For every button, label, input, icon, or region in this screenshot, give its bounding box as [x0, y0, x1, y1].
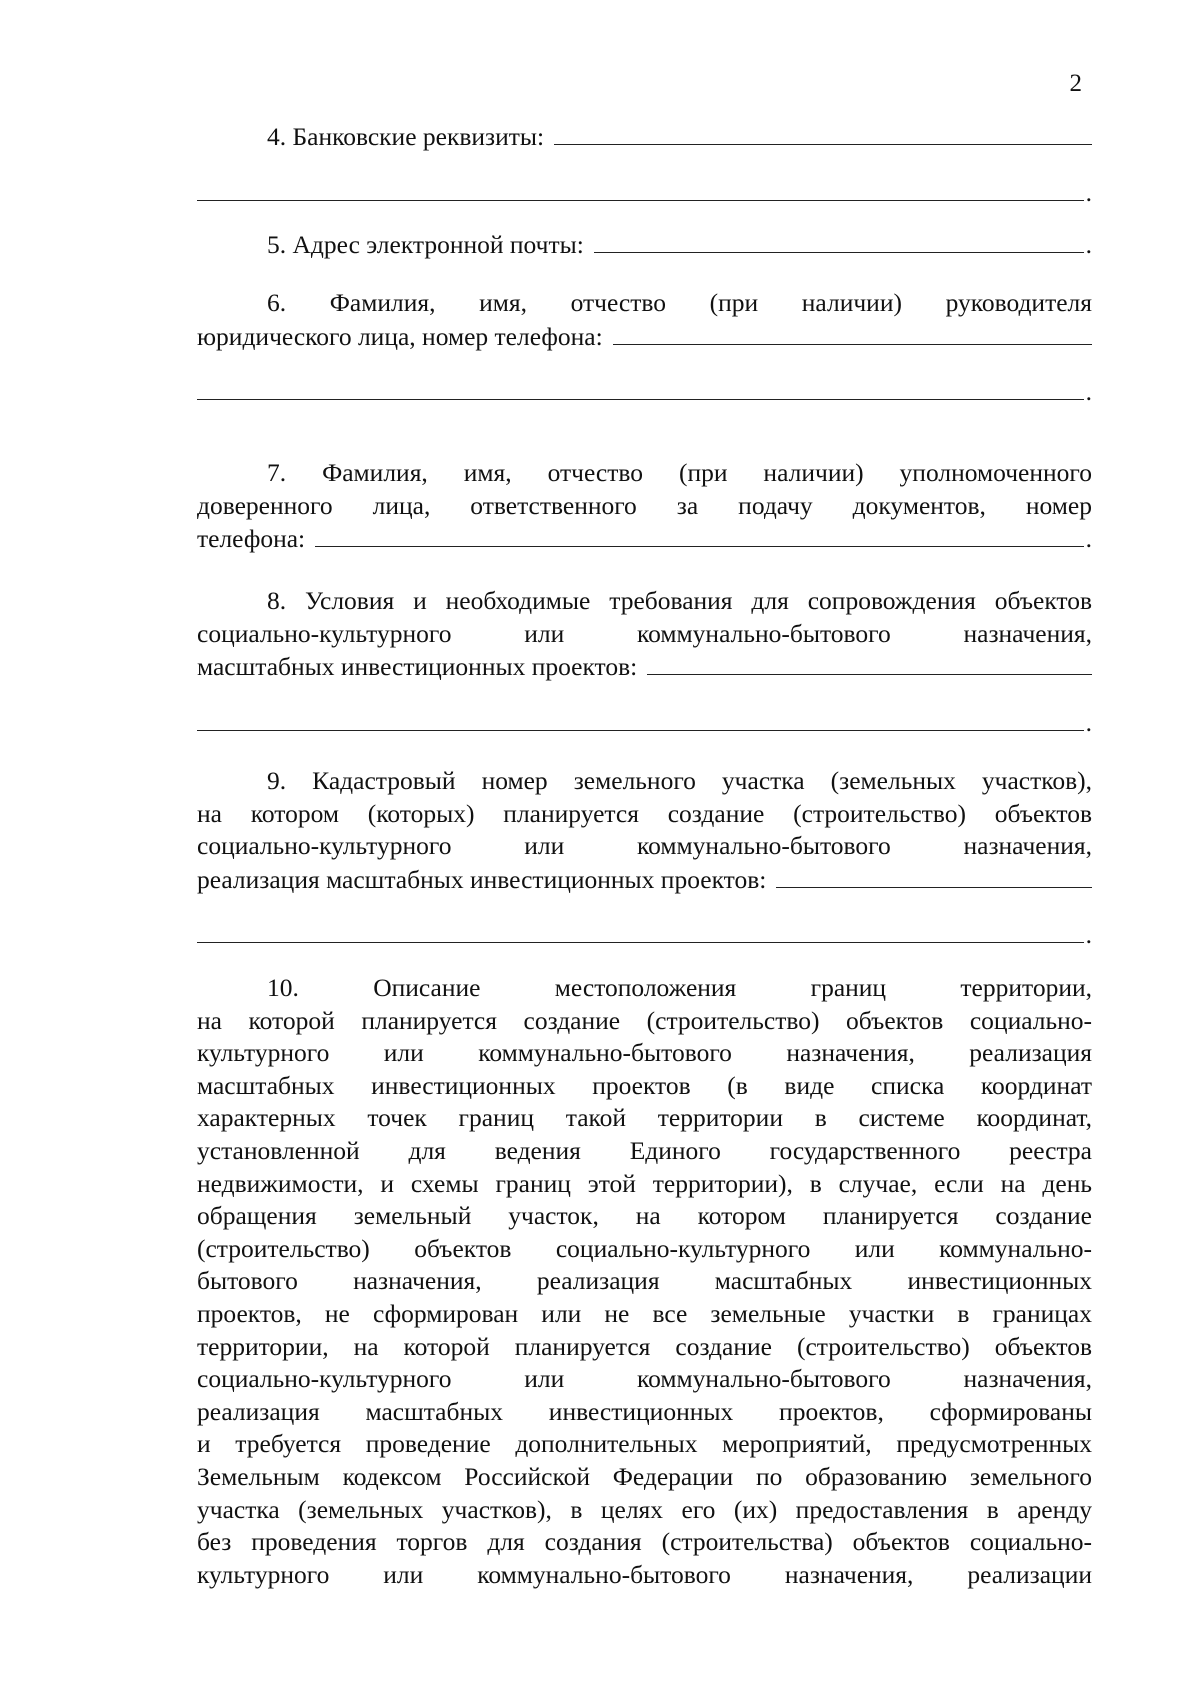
item-9-cadastral [197, 765, 1092, 952]
item-10-line: обращения земельный участок, на котором планируется создание [197, 1201, 1092, 1231]
item-10-line: культурного или коммунально-бытового назначения, реализация [197, 1038, 1092, 1068]
item-8-conditions [197, 585, 1092, 739]
item-7-end: . [1085, 524, 1092, 554]
item-6-director [197, 287, 1092, 409]
item-7-line-2: доверенного лица, ответственного за подачу документов, номер [197, 490, 1092, 520]
item-10-line: Земельным кодексом Российской Федерации по образованию земельного [197, 1461, 1092, 1491]
item-6-line-2: юридического лица, номер телефона: [197, 321, 603, 351]
item-7-representative [197, 457, 1092, 556]
item-10-line: участка (земельных участков), в целях его (их) предоставления в аренду [197, 1494, 1092, 1524]
item-10-line: проектов, не сформирован или не все земельные участки в границах [197, 1298, 1092, 1328]
item-4-end: . [1085, 177, 1092, 207]
item-10-line: и требуется проведение дополнительных мероприятий, предусмотренных [197, 1429, 1092, 1459]
item-9-blank-field-2[interactable] [197, 918, 1084, 943]
item-8-blank-field[interactable] [647, 650, 1092, 675]
item-10-boundaries [197, 972, 1092, 1591]
item-10-line: без проведения торгов для создания (строительства) объектов социально- [197, 1527, 1092, 1557]
item-5-email [197, 228, 1092, 262]
item-10-line: социально-культурного или коммунально-бытового назначения, [197, 1364, 1092, 1394]
item-10-line: бытового назначения, реализация масштабных инвестиционных [197, 1266, 1092, 1296]
item-4-blank-field[interactable] [554, 120, 1092, 145]
item-10-line: территории, на которой планируется создание (строительство) объектов [197, 1331, 1092, 1361]
item-4-blank-field-2[interactable] [197, 176, 1084, 201]
item-7-blank-field[interactable] [315, 522, 1083, 547]
item-9-line-4: реализация масштабных инвестиционных проектов: [197, 864, 767, 894]
item-7-line-3: телефона: [197, 524, 306, 554]
item-10-line: недвижимости, и схемы границ этой территории), в случае, если на день [197, 1168, 1092, 1198]
item-5-end: . [1085, 230, 1092, 259]
item-9-line-3: социально-культурного или коммунально-бытового назначения, [197, 831, 1092, 861]
item-8-line-3: масштабных инвестиционных проектов: [197, 652, 638, 682]
item-8-line-1: 8. Условия и необходимые требования для сопровождения объектов [267, 586, 1092, 615]
item-9-blank-field[interactable] [776, 863, 1092, 888]
item-10-line: установленной для ведения Единого государственного реестра [197, 1135, 1092, 1165]
item-10-line: (строительство) объектов социально-культурного или коммунально- [197, 1233, 1092, 1263]
item-10-line: масштабных инвестиционных проектов (в виде списка координат [197, 1070, 1092, 1100]
item-9-line-1: 9. Кадастровый номер земельного участка (земельных участков), [267, 766, 1092, 795]
item-6-blank-field-2[interactable] [197, 375, 1084, 400]
item-10-line: культурного или коммунально-бытового назначения, реализации [197, 1559, 1092, 1589]
item-4-bank-details [197, 120, 1092, 209]
item-5-label: 5. Адрес электронной почты: [267, 230, 584, 259]
item-10-line: на которой планируется создание (строительство) объектов социально- [197, 1005, 1092, 1035]
item-8-blank-field-2[interactable] [197, 706, 1084, 731]
item-6-end: . [1085, 377, 1092, 407]
item-8-end: . [1085, 707, 1092, 737]
item-6-blank-field[interactable] [613, 320, 1092, 345]
page-number: 2 [1069, 70, 1082, 97]
item-5-blank-field[interactable] [594, 228, 1084, 253]
item-9-end: . [1085, 920, 1092, 950]
item-7-line-1: 7. Фамилия, имя, отчество (при наличии) уполномоченного [267, 458, 1092, 487]
item-9-line-2: на котором (которых) планируется создание (строительство) объектов [197, 798, 1092, 828]
item-8-line-2: социально-культурного или коммунально-бытового назначения, [197, 618, 1092, 648]
item-10-line: 10. Описание местоположения границ территории, [267, 973, 1092, 1002]
item-10-line: реализация масштабных инвестиционных проектов, сформированы [197, 1396, 1092, 1426]
item-6-line-1: 6. Фамилия, имя, отчество (при наличии) руководителя [267, 288, 1092, 317]
item-4-label: 4. Банковские реквизиты: [267, 122, 545, 151]
item-10-line: характерных точек границ такой территории в системе координат, [197, 1103, 1092, 1133]
